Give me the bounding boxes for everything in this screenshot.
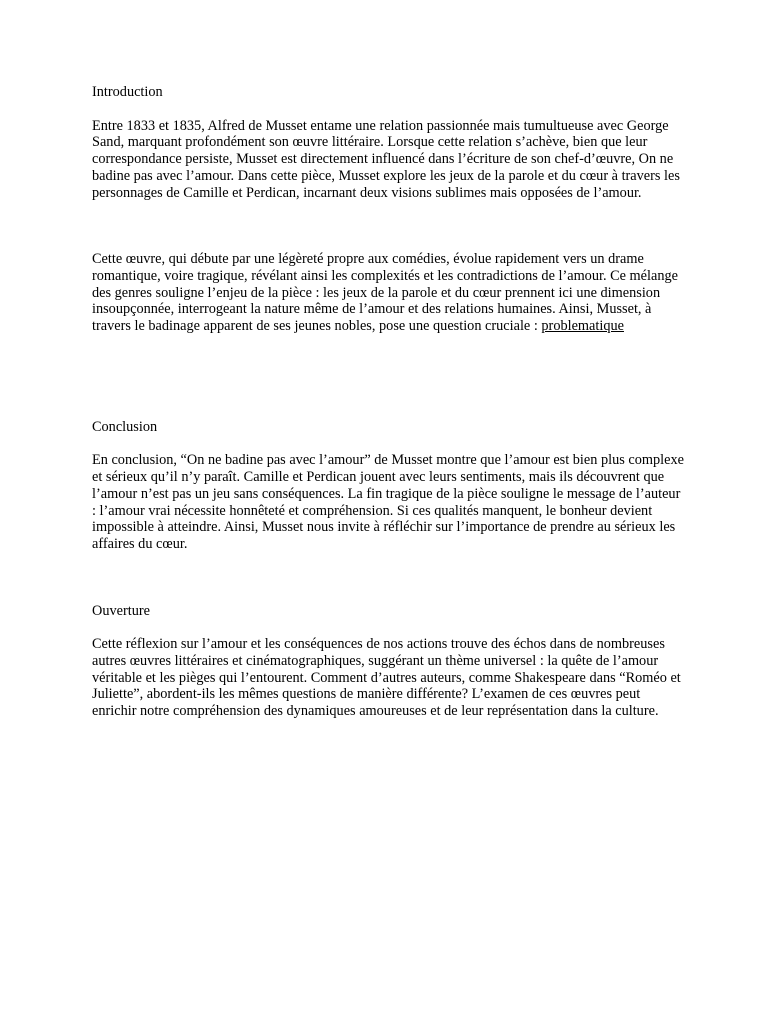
spacer [92, 201, 684, 251]
spacer [92, 553, 684, 603]
spacer [92, 619, 684, 636]
spacer [92, 335, 684, 419]
spacer [92, 101, 684, 118]
conclusion-paragraph: En conclusion, “On ne badine pas avec l’amour” de Musset montre que l’amour est bien plus complexe et sérieux qu’il n’y paraît. Camille et Perdican jouent avec leurs sentiments, mais ils découvrent que l’amour n’est pas un jeu sans conséquences. La fin tragique de la pièce souligne le message de l’auteur : l’amour vrai nécessite honnêteté et compréhension. Si ces qualités manquent, le bonheur devient impossible à atteindre. Ainsi, Musset nous invite à réfléchir sur l’importance de prendre au sérieux les affaires du cœur. [92, 452, 684, 552]
ouverture-paragraph: Cette réflexion sur l’amour et les conséquences de nos actions trouve des échos dans de nombreuses autres œuvres littéraires et cinématographiques, suggérant un thème universel : la quête de l’amour véritable et les pièges qui l’entourent. Comment d’autres auteurs, comme Shakespeare dans “Roméo et Juliette”, abordent-ils les mêmes questions de manière différente? L’examen de ces œuvres peut enrichir notre compréhension des dynamiques amoureuses et de leur représentation dans la culture. [92, 636, 681, 720]
ouverture-heading: Ouverture [92, 602, 150, 619]
spacer [92, 435, 684, 452]
problematique-link[interactable]: problematique [541, 318, 624, 335]
intro-paragraph: Entre 1833 et 1835, Alfred de Musset entame une relation passionnée mais tumultueuse avec George Sand, marquant profondément son œuvre littéraire. Lorsque cette relation s’achève, bien que leur correspondance persiste, Musset est directement influencé dans l’écriture de son chef-d’œuvre, On ne badine pas avec l’amour. Dans cette pièce, Musset explore les jeux de la parole et du cœur à travers les personnages de Camille et Perdican, incarnant deux visions sublimes mais opposées de l’amour. [92, 117, 680, 201]
intro-paragraph-2 [92, 251, 684, 335]
intro-paragraph-2-text: Cette œuvre, qui débute par une légèreté propre aux comédies, évolue rapidement vers un drame romantique, voire tragique, révélant ainsi les complexités et les contradictions de l’amour. Ce mélange des genres souligne l’enjeu de la pièce : les jeux de la parole et du cœur prennent ici une dimension insoupçonnée, interrogeant la nature même de l’amour et des relations humaines. Ainsi, Musset, à travers le badinage apparent de ses jeunes nobles, pose une question cruciale : [92, 251, 678, 335]
document-body [92, 84, 684, 720]
intro-heading: Introduction [92, 84, 163, 100]
conclusion-heading: Conclusion [92, 418, 158, 435]
